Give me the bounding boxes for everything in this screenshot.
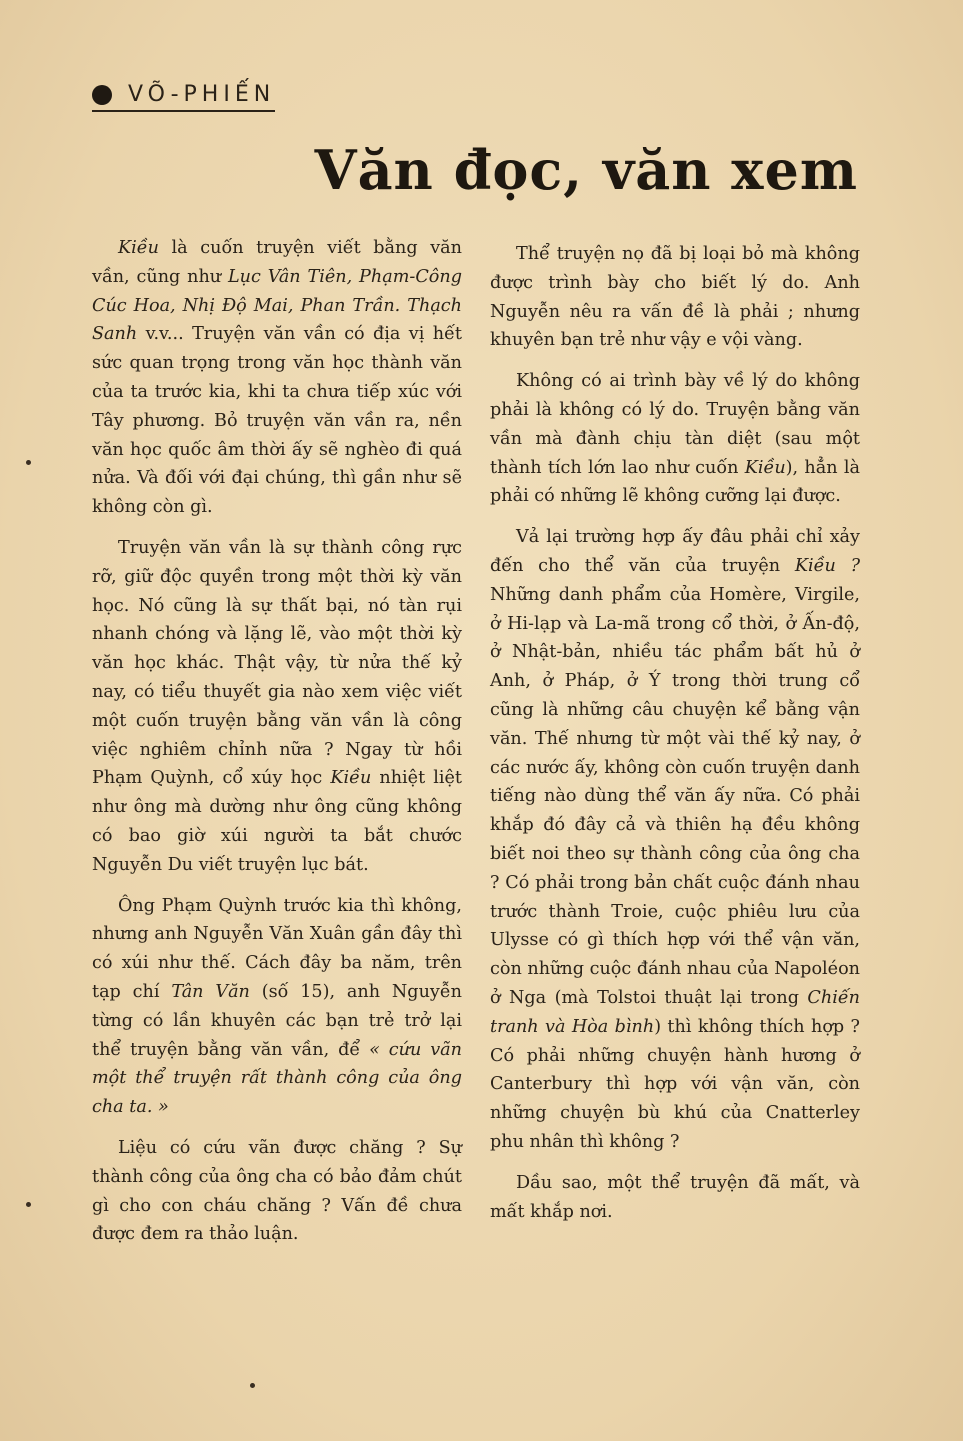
text-run: Dầu sao, một thể truyện đã mất, và mất khắp nơi. xyxy=(490,1172,860,1222)
left-column xyxy=(92,234,462,1261)
italic-text: Kiều xyxy=(118,238,159,258)
italic-text: « cứu vãn một thể truyện rất thành công của ông cha ta. » xyxy=(92,1039,462,1118)
paragraph xyxy=(490,240,860,355)
text-run: Ông Phạm Quỳnh trước kia thì không, nhưng anh Nguyễn Văn Xuân gần đây thì có xúi như thế. Cách đây ba năm, trên tạp chí xyxy=(92,895,462,1002)
author-byline xyxy=(92,82,275,112)
text-run: Những danh phẩm của Homère, Virgile, ở Hi-lạp và La-mã trong cổ thời, ở Ấn-độ, ở Nhật-bản, nhiều tác phẩm bất hủ ở Anh, ở Pháp, ở Ý trong thời trung cổ cũng là những câu chuyện kể bằng vận văn. Thế nhưng từ một vài thế kỷ nay, ở các nước ấy, không còn cuốn truyện danh tiếng nào dùng thể văn ấy nữa. Có phải khắp đó đây cả và thiên hạ đều không biết noi theo sự thành công của ông cha ? Có phải trong bản chất cuộc đánh nhau trước thành Troie, cuộc phiêu lưu của Ulysse có gì thích hợp với thể vận văn, còn những cuộc đánh nhau của Napoléon ở Nga (mà Tolstoi thuật lại trong xyxy=(490,584,860,1008)
paragraph xyxy=(92,892,462,1122)
text-run: Truyện văn vần là sự thành công rực rỡ, giữ độc quyền trong một thời kỳ văn học. Nó cũng là sự thất bại, nó tàn rụi nhanh chóng và lặng lẽ, vào một thời kỳ văn học khác. Thật vậy, từ nửa thế kỷ nay, có tiểu thuyết gia nào xem việc viết một cuốn truyện bằng văn vần là công việc nghiêm chỉnh nữa ? Ngay từ hồi Phạm Quỳnh, cổ xúy học xyxy=(92,537,462,789)
italic-text: Kiều xyxy=(330,768,372,789)
paragraph xyxy=(92,234,462,522)
italic-text: Chiến tranh và Hòa bình xyxy=(490,987,860,1037)
article-title: Văn đọc, văn xem xyxy=(314,138,858,202)
author-name: VÕ-PHIẾN xyxy=(128,82,276,107)
text-run: (số 15), anh Nguyễn từng có lần khuyên các bạn trẻ trở lại thể truyện bằng văn vần, để xyxy=(92,981,462,1060)
paragraph xyxy=(490,367,860,511)
text-run: là cuốn truyện viết bằng văn vần, cũng như xyxy=(92,238,462,287)
paragraph xyxy=(92,1134,462,1249)
paper-speck xyxy=(26,460,31,465)
paper-speck xyxy=(250,1383,255,1388)
italic-text: Tân Văn xyxy=(171,981,250,1002)
text-run: Vả lại trường hợp ấy đâu phải chỉ xảy đến cho thể văn của truyện xyxy=(490,527,860,576)
italic-text: Kiều xyxy=(744,457,786,478)
text-run: v.v... Truyện văn vần có địa vị hết sức quan trọng trong văn học thành văn của ta trước kia, khi ta chưa tiếp xúc với Tây phương. Bỏ truyện văn vần ra, nền văn học quốc âm thời ấy sẽ nghèo đi quá nửa. Và đối với đại chúng, thì gần như sẽ không còn gì. xyxy=(92,324,462,518)
text-run: Thể truyện nọ đã bị loại bỏ mà không được trình bày cho biết lý do. Anh Nguyễn nêu ra vấn đề là phải ; nhưng khuyên bạn trẻ như vậy e vội vàng. xyxy=(490,244,860,351)
text-run: Liệu có cứu vãn được chăng ? Sự thành công của ông cha có bảo đảm chút gì cho con cháu chăng ? Vấn đề chưa được đem ra thảo luận. xyxy=(92,1137,462,1245)
paragraph xyxy=(92,534,462,880)
paragraph xyxy=(490,1169,860,1227)
right-column xyxy=(490,240,860,1238)
paper-speck xyxy=(26,1202,31,1207)
italic-text: Lục Vân Tiên, Phạm-Công Cúc Hoa, Nhị Độ Mai, Phan Trần. Thạch Sanh xyxy=(92,266,462,345)
text-run: nhiệt liệt như ông mà dường như ông cũng không có bao giờ xúi người ta bắt chước Nguyễn Du viết truyện lục bát. xyxy=(92,768,462,875)
bullet-icon xyxy=(92,85,112,105)
paragraph xyxy=(490,523,860,1157)
text-run: ) thì không thích hợp ? Có phải những chuyện hành hương ở Canterbury thì hợp với vận văn, còn những chuyện bù khú của Cnatterley phu nhân thì không ? xyxy=(490,1016,860,1152)
text-run: ), hẳn là phải có những lẽ không cưỡng lại được. xyxy=(490,457,860,507)
italic-text: Kiều ? xyxy=(794,555,861,576)
text-run: Không có ai trình bày về lý do không phải là không có lý do. Truyện bằng văn vần mà đành chịu tàn diệt (sau một thành tích lớn lao như cuốn xyxy=(490,371,860,478)
